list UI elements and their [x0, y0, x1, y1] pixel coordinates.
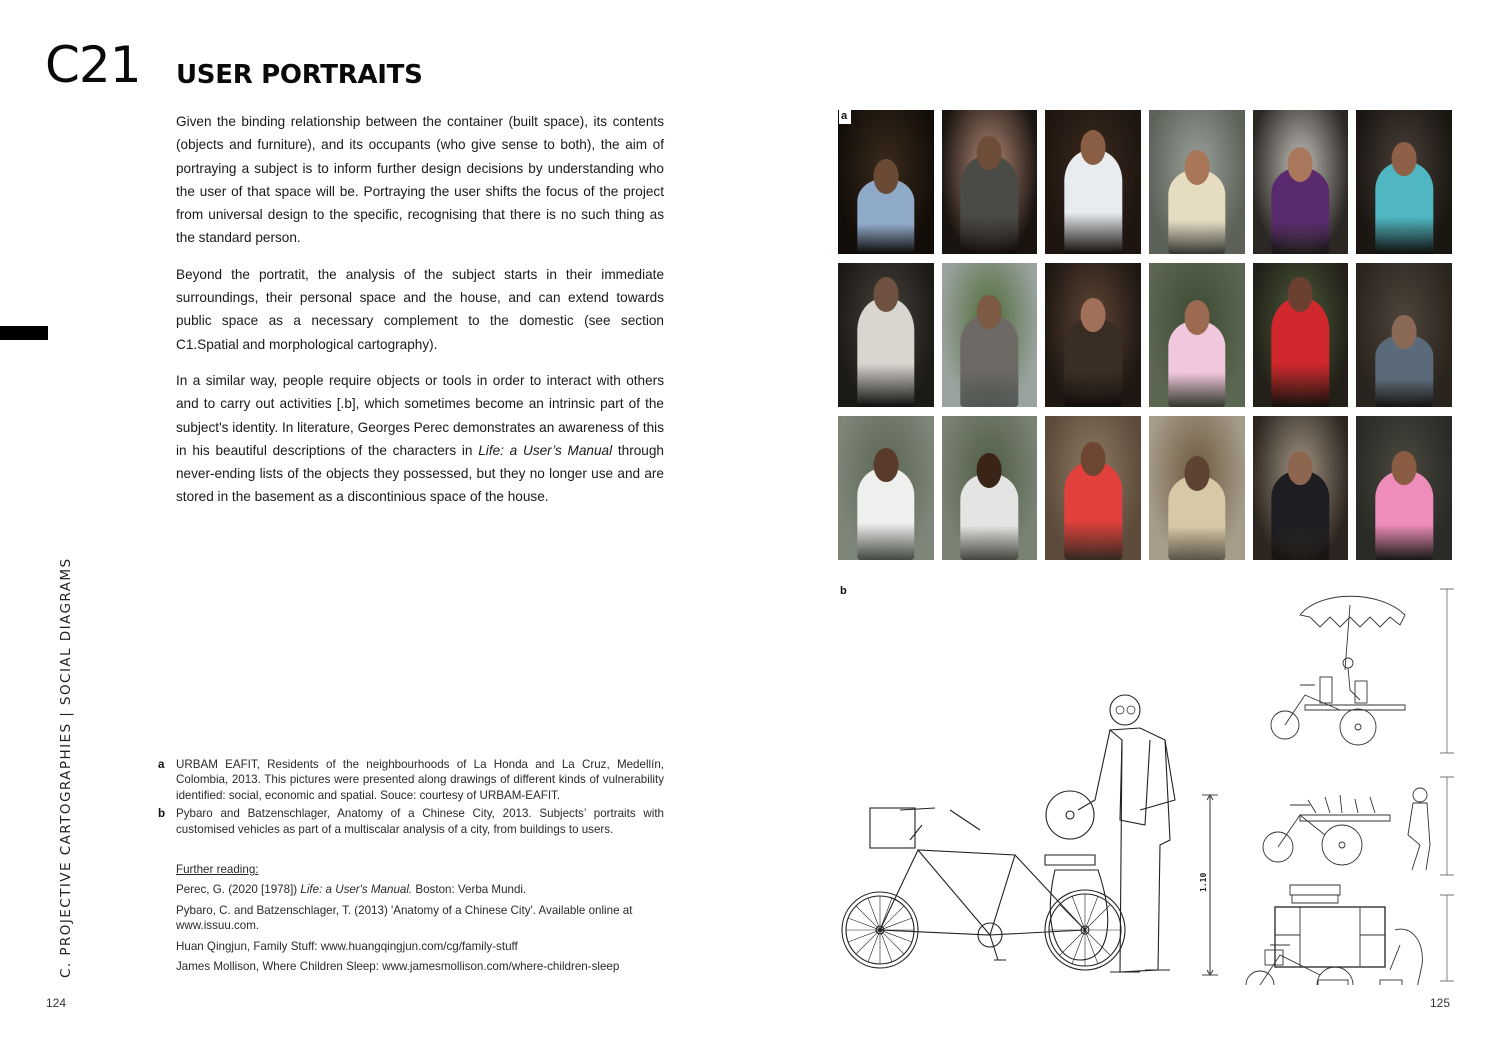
portrait-photo — [838, 416, 934, 560]
portrait-photo-grid — [838, 110, 1452, 560]
reference-item — [176, 882, 664, 897]
person-head-shape — [873, 159, 898, 194]
portrait-photo — [1253, 110, 1349, 254]
portrait-photo — [1045, 416, 1141, 560]
person-head-shape — [977, 136, 1002, 171]
person-body-shape — [1064, 150, 1121, 254]
person-body-shape — [857, 298, 914, 407]
dimension-line — [1440, 777, 1454, 875]
book-title-italic: Life: a User’s Manual — [478, 442, 613, 458]
running-head: C. PROJECTIVE CARTOGRAPHIES | SOCIAL DIAGRAMS — [58, 557, 74, 978]
reference-item — [176, 939, 664, 954]
caption-b — [158, 806, 664, 837]
caption-text: Pybaro and Batzenschlager, Anatomy of a Chinese City, 2013. Subjects’ portraits with customised vehicles as part of a multiscalar analysis of a city, from buildings to users. — [176, 807, 664, 836]
portrait-photo — [1253, 263, 1349, 407]
person-head-shape — [873, 277, 898, 312]
portrait-photo — [942, 263, 1038, 407]
page-number-left: 124 — [46, 996, 67, 1010]
umbrella-tricycle-icon — [1271, 596, 1405, 745]
reference-title-italic: Life: a User's Manual. — [300, 883, 413, 897]
paragraph-text: In a similar way, people require objects or tools in order to interact with others and to carry out activities [.b], which sometimes become an intrinsic part of the subject's identity. In literature, Georges Perec demonstrates an awareness of this in his beautiful descriptions of the characters in — [176, 372, 664, 458]
person-body-shape — [1064, 462, 1121, 560]
paragraph-3 — [176, 369, 664, 509]
caption-key: b — [158, 807, 166, 821]
person-body-shape — [961, 156, 1018, 254]
person-head-shape — [1288, 147, 1313, 182]
portrait-photo — [942, 110, 1038, 254]
reference-text: Pybaro, C. and Batzenschlager, T. (2013) 'Anatomy of a Chinese City'. Available online at www.issuu.com. — [176, 903, 633, 933]
reference-text: Huan Qingjun, Family Stuff: www.huangqingjun.com/cg/family-stuff — [176, 939, 518, 953]
portrait-photo — [1149, 416, 1245, 560]
portrait-photo — [1045, 110, 1141, 254]
dimension-line — [1440, 589, 1454, 753]
section-code: C21 — [45, 36, 141, 94]
figure-captions — [158, 757, 664, 840]
section-title: USER PORTRAITS — [176, 60, 423, 90]
further-reading-heading: Further reading: — [176, 863, 259, 876]
person-head-shape — [1288, 451, 1313, 486]
portrait-photo — [1356, 263, 1452, 407]
portrait-photo — [942, 416, 1038, 560]
cabinet-cart-icon — [1246, 885, 1422, 985]
dimension-line — [1440, 895, 1454, 981]
paragraph-text: through never-ending lists of the objects they possessed, but they no longer use and are stored in the basement as a discontinious space of the house. — [176, 442, 664, 505]
figure-b-label: b — [840, 585, 847, 597]
person-head-shape — [1392, 142, 1417, 177]
person-head-shape — [1288, 277, 1313, 312]
portrait-photo — [1045, 263, 1141, 407]
person-head-shape — [1184, 150, 1209, 185]
portrait-photo — [1149, 263, 1245, 407]
person-head-shape — [1184, 300, 1209, 335]
person-head-shape — [977, 453, 1002, 488]
paragraph-2 — [176, 263, 664, 356]
reference-text: James Mollison, Where Children Sleep: www.jamesmollison.com/where-children-sleep — [176, 960, 620, 974]
user-figure-icon — [1078, 695, 1175, 972]
portrait-photo — [838, 110, 934, 254]
vendor-tricycles-drawing — [1230, 585, 1460, 985]
further-reading — [176, 862, 664, 979]
reference-text: Boston: Verba Mundi. — [412, 883, 527, 897]
person-head-shape — [1392, 451, 1417, 486]
reference-item — [176, 959, 664, 974]
figure-a-label: a — [839, 110, 851, 124]
person-body-shape — [1272, 298, 1329, 407]
paragraph-text: Beyond the portratit, the analysis of the subject starts in their immediate surroundings, their personal space and the house, and can extend towards public space as a necessary complement to the domestic (see section C1.Spatial and morphological cartography). — [176, 266, 664, 352]
person-head-shape — [1081, 130, 1106, 165]
portrait-photo — [838, 263, 934, 407]
portrait-photo — [1356, 416, 1452, 560]
person-head-shape — [977, 295, 1002, 330]
person-head-shape — [1392, 315, 1417, 350]
caption-a — [158, 757, 664, 803]
caption-key: a — [158, 758, 165, 771]
reference-text: Perec, G. (2020 [1978]) — [176, 883, 301, 897]
person-head-shape — [1081, 442, 1106, 477]
portrait-photo — [1253, 416, 1349, 560]
paragraph-1 — [176, 110, 664, 250]
portrait-photo — [1356, 110, 1452, 254]
dimension-label: 1.10 — [1199, 872, 1208, 892]
person-head-shape — [873, 448, 898, 483]
caption-text: URBAM EAFIT, Residents of the neighbourhoods of La Honda and La Cruz, Medellín, Colombia, 2013. This pictures were presented along drawings of different kinds of vulnerability identified: social, economic and spatial. Souce: courtesy of URBAM-EAFIT. — [176, 758, 664, 802]
bicycle-grinder-drawing — [840, 680, 1220, 980]
person-head-shape — [1081, 298, 1106, 333]
person-head-shape — [1184, 456, 1209, 491]
page-number-right: 125 — [1430, 996, 1451, 1010]
portrait-photo — [1149, 110, 1245, 254]
body-text — [176, 110, 664, 509]
section-marker-bar — [0, 326, 48, 340]
reference-item — [176, 903, 664, 934]
paragraph-text: Given the binding relationship between the container (built space), its contents (objects and furniture), and its occupants (who give sense to both), the aim of portraying a subject is to inform further design decisions by understanding who the user of that space will be. Portraying the user shifts the focus of the project from universal design to the specific, recognising that there is no such thing as the standard person. — [176, 114, 664, 246]
plant-cart-icon — [1263, 788, 1430, 870]
